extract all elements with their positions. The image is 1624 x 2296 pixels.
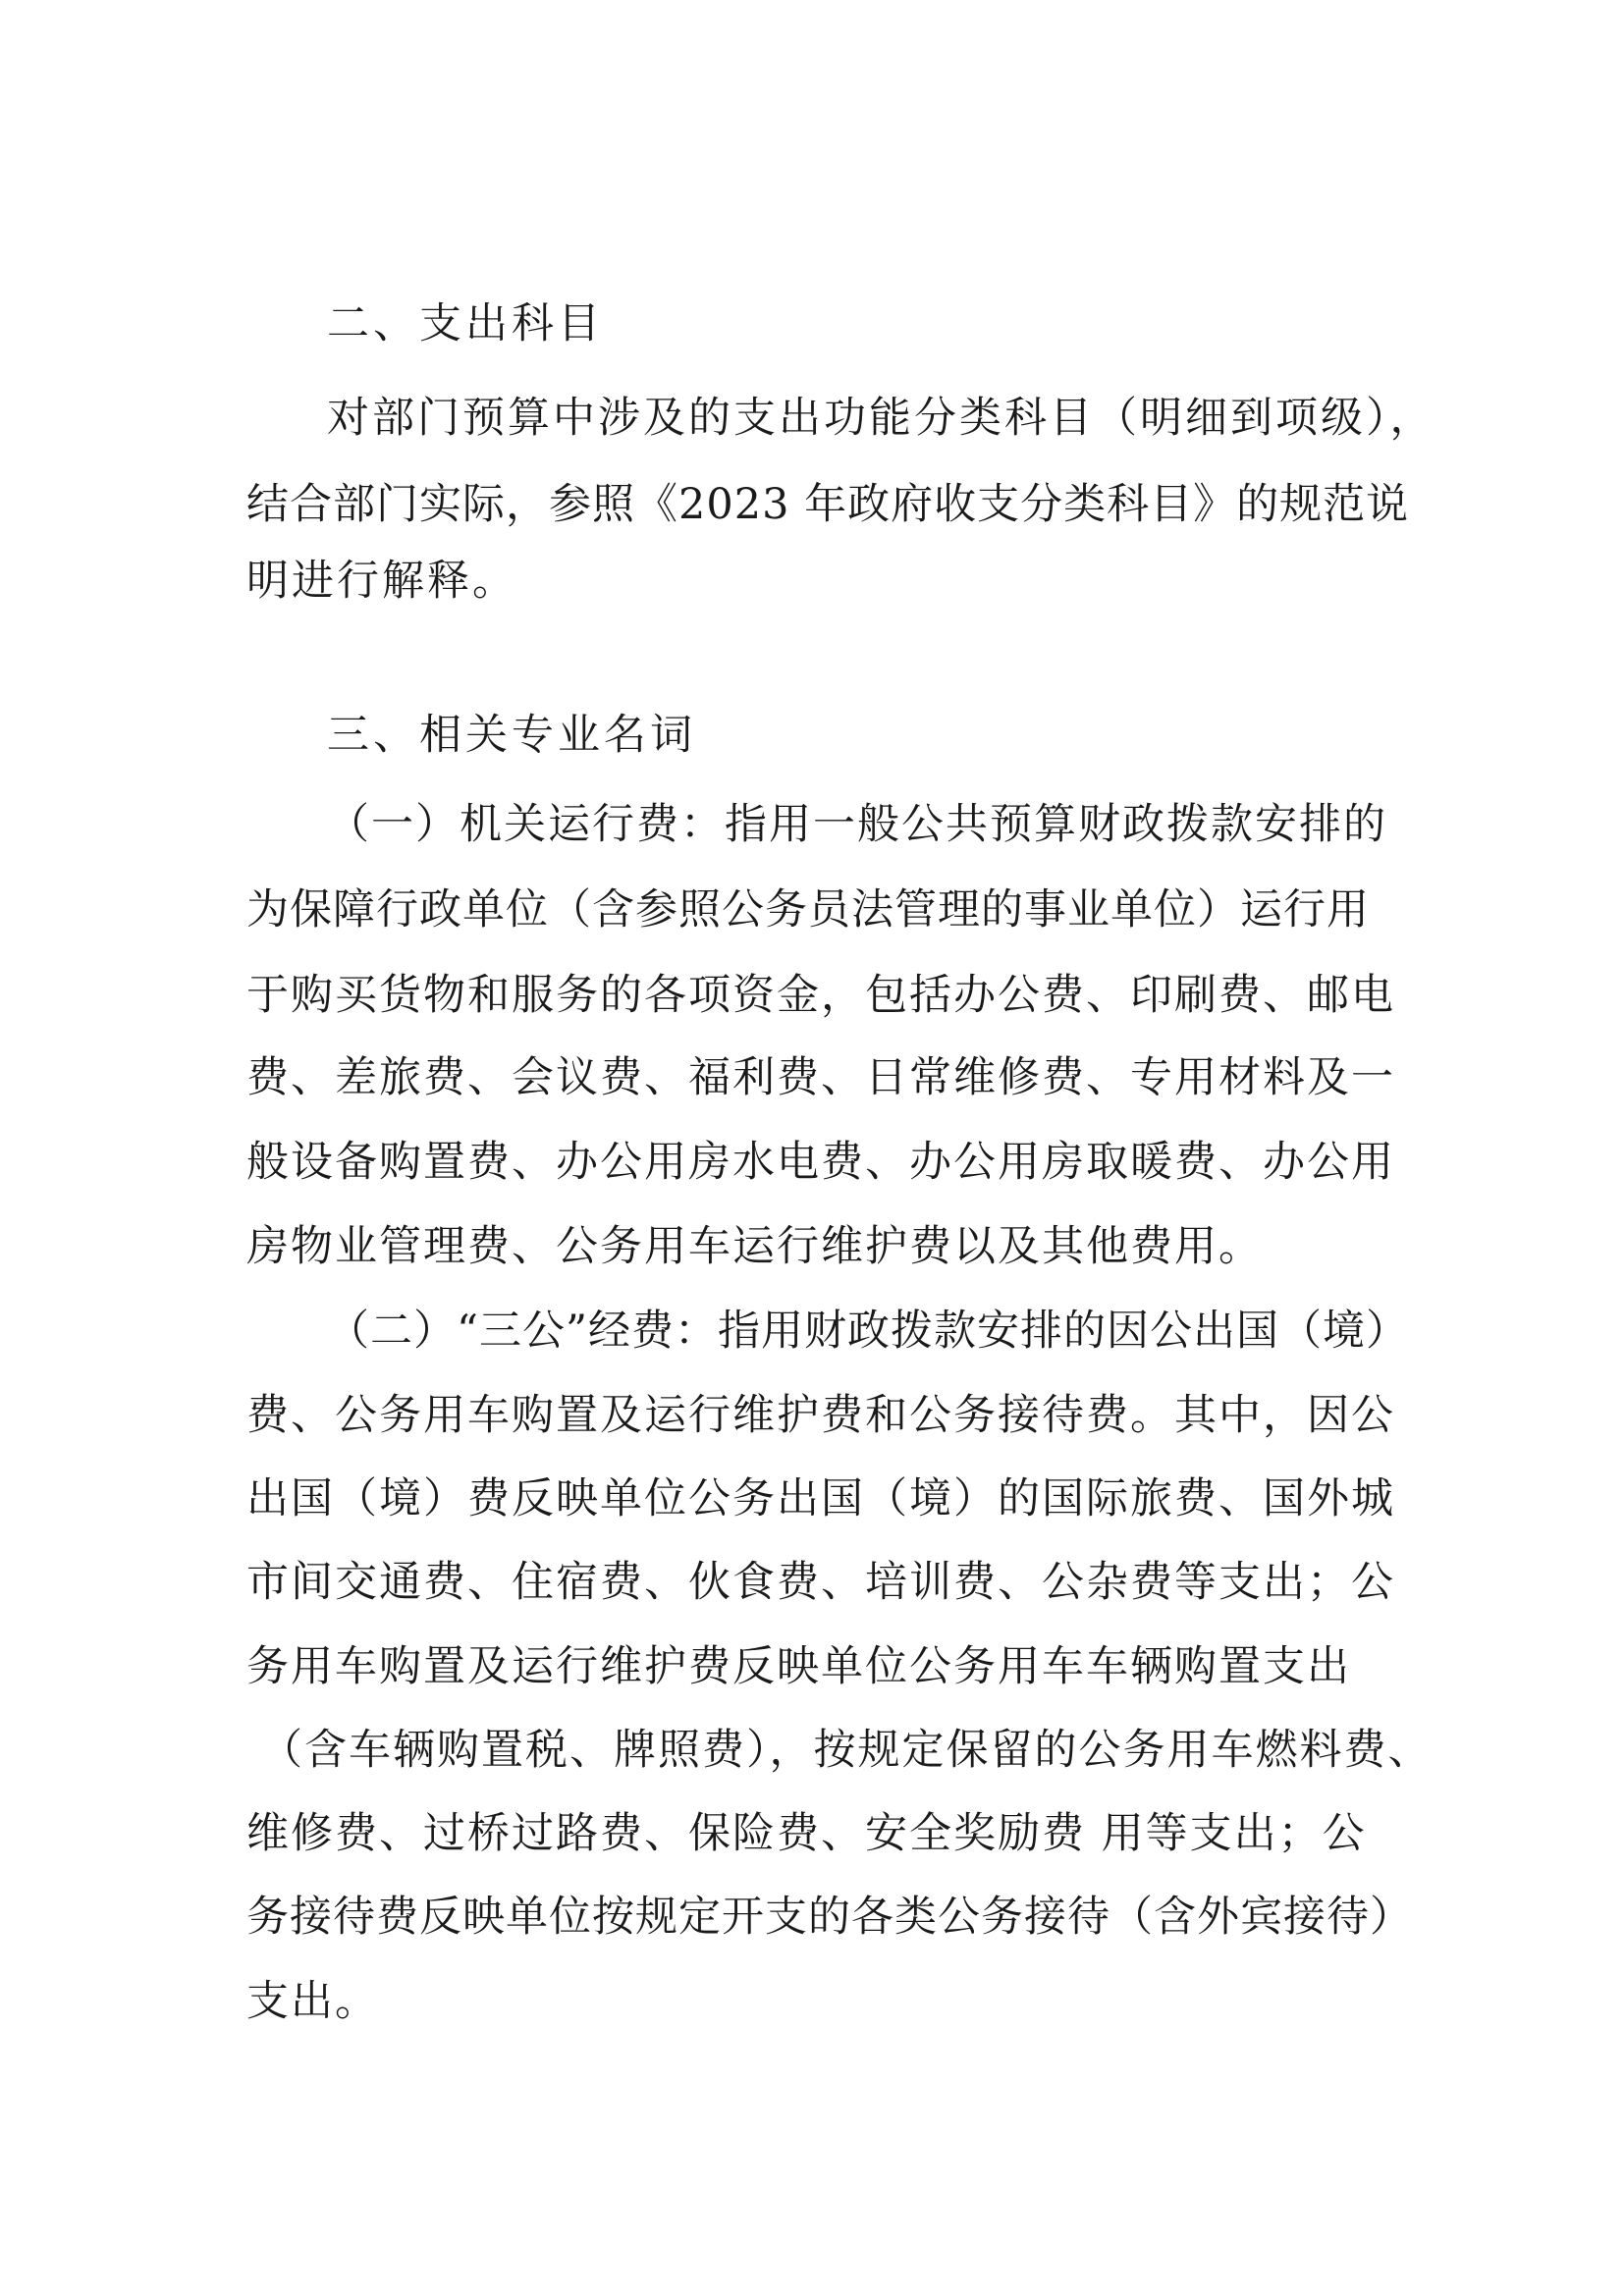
- paragraph-line: （一）机关运行费：指用一般公共预算财政拨款安排的: [327, 800, 1387, 849]
- paragraph-line: 结合部门实际，参照《2023 年政府收支分类科目》的规范说: [246, 480, 1410, 529]
- paragraph-line: （二）“三公”经费：指用财政拨款安排的因公出国（境）: [327, 1307, 1409, 1356]
- paragraph-line: 明进行解释。: [246, 557, 517, 606]
- paragraph-line: 市间交通费、住宿费、伙食费、培训费、公杂费等支出；公: [246, 1558, 1395, 1607]
- paragraph-line: 般设备购置费、办公用房水电费、办公用房取暖费、办公用: [246, 1138, 1395, 1187]
- paragraph-line: 务接待费反映单位按规定开支的各类公务接待（含外宾接待）: [246, 1893, 1413, 1942]
- paragraph-line: 务用车购置及运行维护费反映单位公务用车车辆购置支出: [246, 1642, 1351, 1691]
- paragraph-line: 对部门预算中涉及的支出功能分类科目（明细到项级），: [327, 394, 1435, 443]
- section-heading-expenditure-items: 二、支出科目: [327, 299, 604, 348]
- paragraph-line: 出国（境）费反映单位公务出国（境）的国际旅费、国外城: [246, 1474, 1395, 1523]
- section-heading-terms: 三、相关专业名词: [327, 711, 696, 760]
- paragraph-line: （含车辆购置税、牌照费），按规定保留的公务用车燃料费、: [260, 1726, 1433, 1775]
- paragraph-line: 于购买货物和服务的各项资金，包括办公费、印刷费、邮电: [246, 971, 1395, 1020]
- paragraph-line: 为保障行政单位（含参照公务员法管理的事业单位）运行用: [246, 885, 1370, 934]
- paragraph-line: 维修费、过桥过路费、保险费、安全奖励费 用等支出；公: [246, 1809, 1367, 1858]
- paragraph-line: 支出。: [246, 1977, 379, 2026]
- paragraph-line: 费、公务用车购置及运行维护费和公务接待费。其中，因公: [246, 1391, 1395, 1440]
- paragraph-line: 费、差旅费、会议费、福利费、日常维修费、专用材料及一: [246, 1053, 1395, 1102]
- paragraph-line: 房物业管理费、公务用车运行维护费以及其他费用。: [246, 1222, 1263, 1271]
